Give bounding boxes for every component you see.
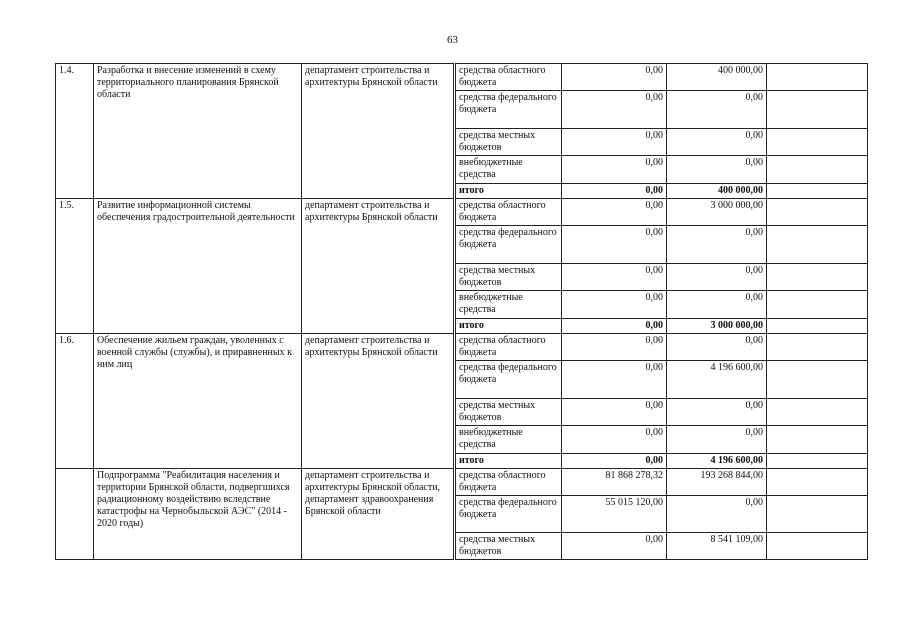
amount-3 [767, 226, 868, 264]
amount-2: 0,00 [667, 426, 767, 454]
amount-1: 0,00 [562, 334, 667, 361]
funding-source: внебюджетные средства [455, 156, 562, 184]
executor: департамент строительства и архитектуры Брянской области [302, 199, 455, 334]
amount-3 [767, 399, 868, 426]
row-number [56, 469, 94, 560]
amount-1: 0,00 [562, 454, 667, 469]
amount-2: 0,00 [667, 226, 767, 264]
page-number: 63 [447, 34, 458, 46]
funding-source: итого [455, 319, 562, 334]
funding-source: средства местных бюджетов [455, 129, 562, 156]
amount-3 [767, 533, 868, 560]
amount-2: 0,00 [667, 264, 767, 291]
funding-source: средства федерального бюджета [455, 361, 562, 399]
amount-3 [767, 454, 868, 469]
funding-source: средства местных бюджетов [455, 399, 562, 426]
table-row [56, 469, 868, 496]
executor: департамент строительства и архитектуры Брянской области, департамент здравоохранения Брянской области [302, 469, 455, 560]
amount-1: 0,00 [562, 184, 667, 199]
amount-1: 0,00 [562, 426, 667, 454]
amount-1: 0,00 [562, 64, 667, 91]
amount-2: 400 000,00 [667, 64, 767, 91]
amount-1: 0,00 [562, 264, 667, 291]
amount-1: 0,00 [562, 226, 667, 264]
amount-1: 0,00 [562, 199, 667, 226]
amount-3 [767, 334, 868, 361]
measure-name: Развитие информационной системы обеспечения градостроительной деятельности [94, 199, 302, 334]
amount-3 [767, 129, 868, 156]
executor: департамент строительства и архитектуры Брянской области [302, 64, 455, 199]
funding-source: средства федерального бюджета [455, 496, 562, 533]
funding-source: средства областного бюджета [455, 469, 562, 496]
amount-2: 193 268 844,00 [667, 469, 767, 496]
amount-1: 0,00 [562, 91, 667, 129]
amount-3 [767, 319, 868, 334]
amount-1: 0,00 [562, 533, 667, 560]
amount-3 [767, 91, 868, 129]
funding-source: итого [455, 184, 562, 199]
amount-2: 4 196 600,00 [667, 454, 767, 469]
row-number: 1.4. [56, 64, 94, 199]
funding-source: средства областного бюджета [455, 64, 562, 91]
amount-1: 0,00 [562, 361, 667, 399]
amount-2: 400 000,00 [667, 184, 767, 199]
funding-source: итого [455, 454, 562, 469]
amount-1: 0,00 [562, 399, 667, 426]
executor: департамент строительства и архитектуры Брянской области [302, 334, 455, 469]
funding-source: средства местных бюджетов [455, 264, 562, 291]
amount-3 [767, 469, 868, 496]
row-number: 1.6. [56, 334, 94, 469]
amount-1: 81 868 278,32 [562, 469, 667, 496]
amount-3 [767, 199, 868, 226]
table-row [56, 64, 868, 91]
funding-source: средства федерального бюджета [455, 226, 562, 264]
amount-1: 55 015 120,00 [562, 496, 667, 533]
amount-3 [767, 496, 868, 533]
amount-2: 0,00 [667, 91, 767, 129]
measure-name: Обеспечение жильем граждан, уволенных с военной службы (службы), и приравненных к ним лиц [94, 334, 302, 469]
amount-2: 0,00 [667, 496, 767, 533]
funding-source: внебюджетные средства [455, 291, 562, 319]
amount-2: 4 196 600,00 [667, 361, 767, 399]
row-number: 1.5. [56, 199, 94, 334]
table-row [56, 199, 868, 226]
amount-3 [767, 291, 868, 319]
measure-name: Подпрограмма "Реабилитация населения и территории Брянской области, подвергшихся радиационному воздействию вследствие катастрофы на Чернобыльской АЭС" (2014 - 2020 годы) [94, 469, 302, 560]
amount-2: 0,00 [667, 129, 767, 156]
measure-name: Разработка и внесение изменений в схему территориального планирования Брянской области [94, 64, 302, 199]
table-row [56, 334, 868, 361]
amount-2: 0,00 [667, 399, 767, 426]
amount-2: 3 000 000,00 [667, 199, 767, 226]
amount-2: 0,00 [667, 291, 767, 319]
amount-2: 0,00 [667, 156, 767, 184]
amount-3 [767, 156, 868, 184]
funding-source: средства областного бюджета [455, 199, 562, 226]
amount-1: 0,00 [562, 156, 667, 184]
amount-3 [767, 264, 868, 291]
amount-3 [767, 64, 868, 91]
amount-3 [767, 184, 868, 199]
amount-1: 0,00 [562, 129, 667, 156]
amount-2: 0,00 [667, 334, 767, 361]
amount-2: 3 000 000,00 [667, 319, 767, 334]
amount-3 [767, 361, 868, 399]
amount-3 [767, 426, 868, 454]
budget-table [55, 63, 868, 560]
amount-2: 8 541 109,00 [667, 533, 767, 560]
funding-source: внебюджетные средства [455, 426, 562, 454]
funding-source: средства федерального бюджета [455, 91, 562, 129]
funding-source: средства местных бюджетов [455, 533, 562, 560]
funding-source: средства областного бюджета [455, 334, 562, 361]
amount-1: 0,00 [562, 319, 667, 334]
amount-1: 0,00 [562, 291, 667, 319]
